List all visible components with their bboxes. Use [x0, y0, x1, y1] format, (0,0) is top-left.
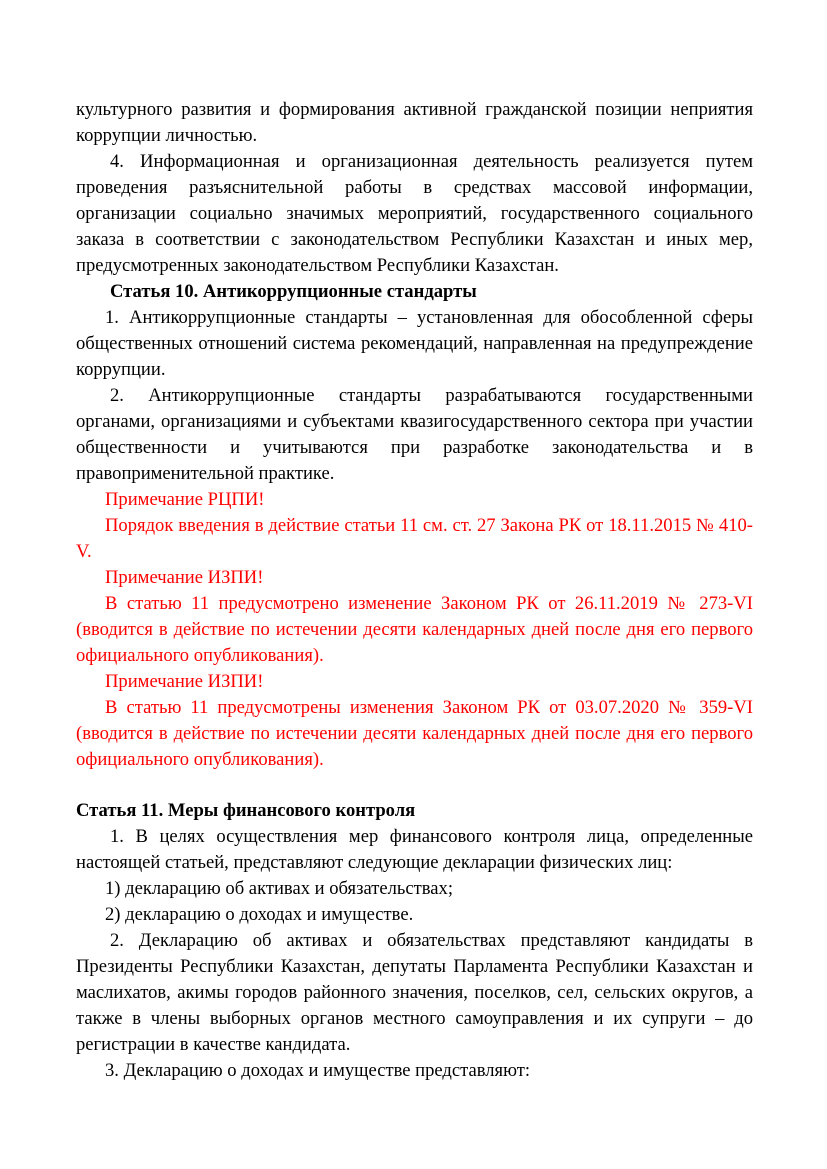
- list-item-declaration-assets: 1) декларацию об активах и обязательствах;: [105, 878, 453, 899]
- note-izpi-text-2: В статью 11 предусмотрены изменения Законом РК от 03.07.2020 № 359-VI (вводится в действие по истечении десяти календарных дней после дня его первого официального опубликования).: [76, 697, 753, 770]
- paragraph-article-10-item-2: 2. Антикоррупционные стандарты разрабатываются государственными органами, организациями и субъектами квазигосударственного сектора при участии общественности и учитываются при разработке законодательства и в правоприменительной практике.: [76, 385, 753, 484]
- note-izpi-title-1: Примечание ИЗПИ!: [105, 567, 264, 588]
- paragraph-culture: культурного развития и формирования активной гражданской позиции неприятия коррупции личностью.: [76, 99, 753, 146]
- note-rcpi-text: Порядок введения в действие статьи 11 см. ст. 27 Закона РК от 18.11.2015 № 410-V.: [76, 515, 753, 562]
- article-10-heading: Статья 10. Антикоррупционные стандарты: [110, 281, 477, 302]
- paragraph-article-11-item-3: 3. Декларацию о доходах и имуществе представляют:: [105, 1060, 531, 1081]
- paragraph-item-4: 4. Информационная и организационная деятельность реализуется путем проведения разъяснительной работы в средствах массовой информации, организации социально значимых мероприятий, государственного социального заказа в соответствии с законодательством Республики Казахстан и иных мер, предусмотренных законодательством Республики Казахстан.: [76, 151, 753, 276]
- note-izpi-text-1: В статью 11 предусмотрено изменение Законом РК от 26.11.2019 № 273-VI (вводится в действие по истечении десяти календарных дней после дня его первого официального опубликования).: [76, 593, 753, 666]
- document-page: [76, 97, 753, 1084]
- spacer: [76, 773, 753, 798]
- paragraph-article-11-item-2: 2. Декларацию об активах и обязательствах представляют кандидаты в Президенты Республики Казахстан, депутаты Парламента Республики Казахстан и маслихатов, акимы городов районного значения, поселков, сел, сельских округов, а также в члены выборных органов местного самоуправления и их супруги – до регистрации в качестве кандидата.: [76, 930, 753, 1055]
- article-11-heading: Статья 11. Меры финансового контроля: [76, 800, 416, 821]
- paragraph-article-11-item-1: 1. В целях осуществления мер финансового контроля лица, определенные настоящей статьей, представляют следующие декларации физических лиц:: [76, 826, 753, 873]
- list-item-declaration-income: 2) декларацию о доходах и имуществе.: [105, 904, 414, 925]
- note-rcpi-title: Примечание РЦПИ!: [105, 489, 265, 510]
- paragraph-article-10-item-1: 1. Антикоррупционные стандарты – установленная для обособленной сферы общественных отношений система рекомендаций, направленная на предупреждение коррупции.: [76, 307, 753, 380]
- note-izpi-title-2: Примечание ИЗПИ!: [105, 671, 264, 692]
